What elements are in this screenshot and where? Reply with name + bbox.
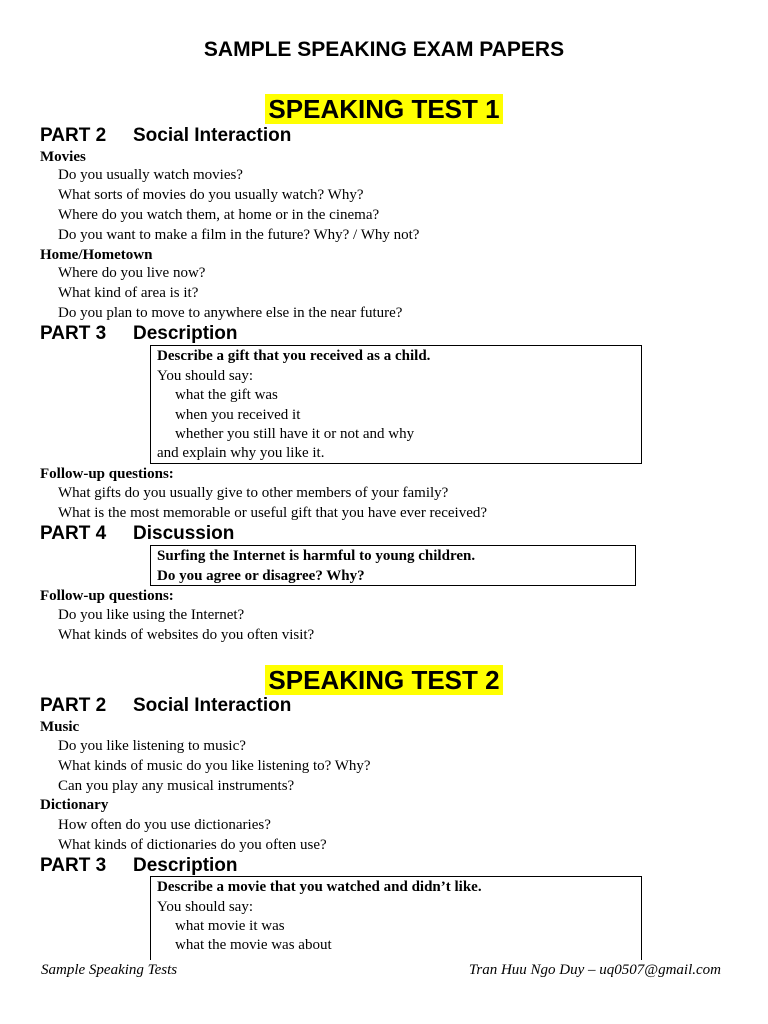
- test-2-heading: SPEAKING TEST 2: [0, 663, 768, 697]
- cue-card-topic: Describe a movie that you watched and didn’t like.: [157, 879, 482, 895]
- topic-label-music: Music: [40, 719, 80, 735]
- question: What kind of area is it?: [58, 285, 199, 301]
- footer-left: Sample Speaking Tests: [41, 962, 178, 978]
- question: What gifts do you usually give to other members of your family?: [58, 485, 449, 501]
- discussion-box: [150, 545, 636, 586]
- test-1-part-3-heading: [40, 323, 238, 345]
- test-1-part-2-heading: [40, 125, 291, 147]
- discussion-statement: Surfing the Internet is harmful to young children.: [157, 548, 476, 564]
- question: Where do you watch them, at home or in the cinema?: [58, 207, 380, 223]
- footer-right: Tran Huu Ngo Duy – uq0507@gmail.com: [468, 962, 721, 978]
- cue-card-point: whether you still have it or not and why: [175, 426, 415, 442]
- part-number: PART 3: [40, 323, 107, 344]
- test-1-heading: SPEAKING TEST 1: [0, 92, 768, 126]
- question: What kinds of websites do you often visit?: [58, 627, 315, 643]
- followup-label: Follow-up questions:: [40, 588, 174, 604]
- cue-card-point: when you received it: [175, 407, 301, 423]
- topic-label-movies: Movies: [40, 149, 86, 165]
- part-name: Social Interaction: [133, 125, 292, 146]
- part-name: Description: [133, 323, 238, 344]
- question: How often do you use dictionaries?: [58, 817, 271, 833]
- question: What sorts of movies do you usually watch? Why?: [58, 187, 364, 203]
- cue-card-end: and explain why you like it.: [157, 445, 325, 461]
- cue-card-point: what movie it was: [175, 918, 285, 934]
- part-number: PART 2: [40, 695, 107, 716]
- cue-card-topic: Describe a gift that you received as a child.: [157, 348, 431, 364]
- part-name: Description: [133, 855, 238, 876]
- cue-card-point: what the gift was: [175, 387, 278, 403]
- test-1-part-4-heading: [40, 523, 234, 545]
- question: Do you want to make a film in the future? Why? / Why not?: [58, 227, 420, 243]
- question: Do you like listening to music?: [58, 738, 246, 754]
- discussion-prompt: Do you agree or disagree? Why?: [157, 568, 365, 584]
- question: Do you like using the Internet?: [58, 607, 245, 623]
- topic-label-dictionary: Dictionary: [40, 797, 109, 813]
- part-number: PART 4: [40, 523, 107, 544]
- question: What kinds of dictionaries do you often use?: [58, 837, 327, 853]
- cue-card-box: [150, 345, 642, 464]
- topic-label-hometown: Home/Hometown: [40, 247, 153, 263]
- part-number: PART 2: [40, 125, 107, 146]
- page-title: SAMPLE SPEAKING EXAM PAPERS: [203, 38, 565, 61]
- followup-label: Follow-up questions:: [40, 466, 174, 482]
- cue-card-lead: You should say:: [157, 899, 253, 915]
- cue-card-lead: You should say:: [157, 368, 253, 384]
- test-2-part-3-heading: [40, 855, 238, 877]
- cue-card-point: what the movie was about: [175, 937, 332, 953]
- part-name: Social Interaction: [133, 695, 292, 716]
- part-name: Discussion: [133, 523, 235, 544]
- question: What kinds of music do you like listening to? Why?: [58, 758, 371, 774]
- question: Do you plan to move to anywhere else in the near future?: [58, 305, 403, 321]
- part-number: PART 3: [40, 855, 107, 876]
- question: Where do you live now?: [58, 265, 206, 281]
- test-2-part-2-heading: [40, 695, 291, 717]
- question: Can you play any musical instruments?: [58, 778, 295, 794]
- question: What is the most memorable or useful gift that you have ever received?: [58, 505, 488, 521]
- question: Do you usually watch movies?: [58, 167, 243, 183]
- cue-card-box: [150, 876, 642, 960]
